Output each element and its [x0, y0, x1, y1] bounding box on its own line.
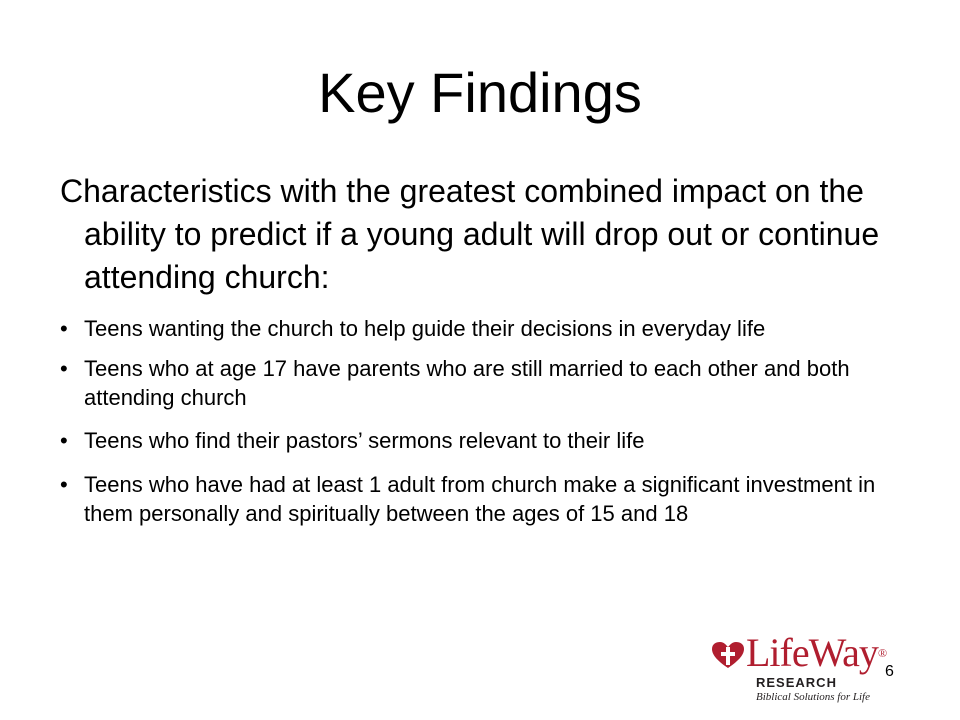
logo-name: LifeWay: [746, 630, 878, 675]
logo-tagline: Biblical Solutions for Life: [756, 691, 870, 703]
finding-text: Teens wanting the church to help guide their decisions in everyday life: [84, 316, 766, 341]
slide-title: Key Findings: [318, 61, 642, 124]
page-number: 6: [885, 663, 894, 680]
bullet-icon: •: [60, 356, 68, 381]
registered-mark: ®: [877, 646, 887, 660]
findings-list: [60, 314, 910, 528]
lifeway-research-logo: [710, 630, 887, 707]
list-item: [60, 354, 910, 412]
finding-text: Teens who at age 17 have parents who are still married to each other and both attending church: [84, 356, 850, 410]
bullet-icon: •: [60, 428, 68, 453]
finding-text: Teens who find their pastors’ sermons relevant to their life: [84, 428, 645, 453]
logo-wordmark: [746, 631, 886, 675]
list-item: [60, 426, 910, 455]
intro-text: Characteristics with the greatest combined impact on the ability to predict if a young adult will drop out or continue attending church:: [60, 173, 880, 295]
finding-text: Teens who have had at least 1 adult from church make a significant investment in them personally and spiritually between the ages of 15 and 18: [84, 472, 876, 526]
bullet-icon: •: [60, 472, 68, 497]
logo-subtitle: RESEARCH: [756, 675, 837, 690]
bullet-icon: •: [60, 316, 68, 341]
list-item: [60, 314, 910, 343]
list-item: [60, 470, 910, 528]
lifeway-cross-icon: [710, 641, 746, 671]
